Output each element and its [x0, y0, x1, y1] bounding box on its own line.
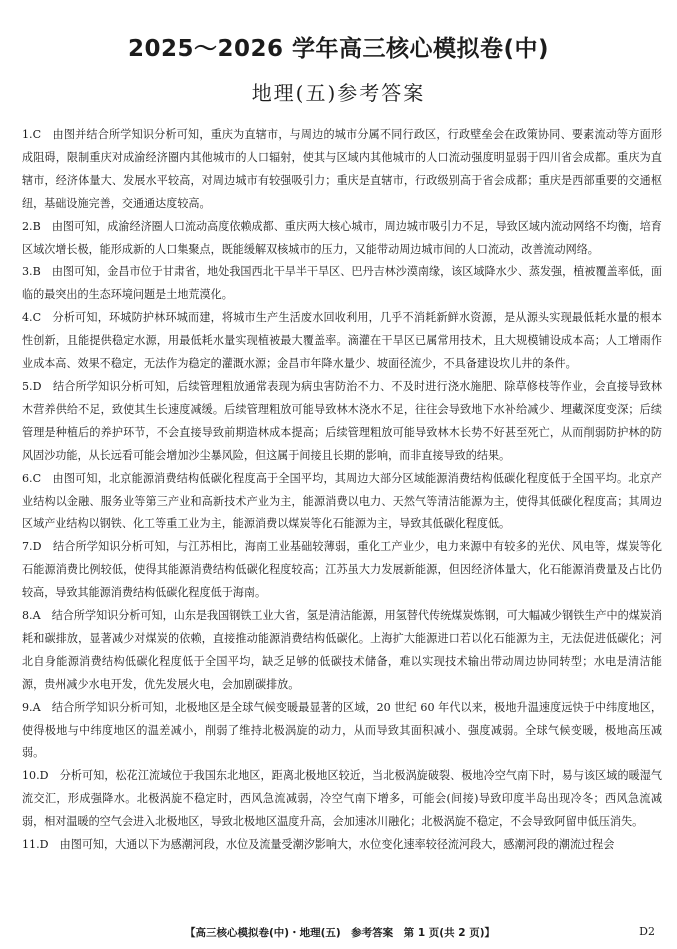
answer-item-5: 5.D 结合所学知识分析可知，后续管理粗放通常表现为病虫害防治不力、不及时进行浇水施肥、除草修枝等作业，会直接导致林木营养供给不足，致使其生长速度减缓。后续管理粗放可能导致林木浇水不足，往往会导致地下水补给减少、埋藏深度变深；后续管理是种植后的养护环节，不会直接导致前期造林成本提高；后续管理粗放可能导致林木长势不好甚至死亡，从而削弱防护林的防风固沙功能，从长远看可能会增加沙尘暴风险，但这属于间接且长期的影响，而非直接导致的结果。 [22, 379, 662, 462]
answer-item-6: 6.C 由图可知，北京能源消费结构低碳化程度高于全国平均，其周边大部分区域能源消费结构低碳化程度低于全国平均。北京产业结构以金融、服务业等第三产业和高新技术产业为主，能源消费以电力、天然气等清洁能源为主，使得其低碳化程度高；其周边区域产业结构以钢铁、化工等重工业为主，能源消费以煤炭等化石能源为主，导致其低碳化程度低。 [22, 471, 662, 531]
answer-list [22, 124, 662, 914]
answer-item-7: 7.D 结合所学知识分析可知，与江苏相比，海南工业基础较薄弱，重化工产业少，电力来源中有较多的光伏、风电等，煤炭等化石能源消费比例较低，使得其能源消费结构低碳化程度较高；江苏虽大力发展新能源，但因经济体量大，化石能源消费量及占比仍较高，导致其能源消费结构低碳化程度低于海南。 [22, 540, 662, 600]
answer-item-8: 8.A 结合所学知识分析可知，山东是我国钢铁工业大省，氢是清洁能源，用氢替代传统煤炭炼钢，可大幅减少钢铁生产中的煤炭消耗和碳排放，显著减少对煤炭的依赖，直接推动能源消费结构低碳化。上海扩大能源进口若以化石能源为主，无法促进低碳化；河北自身能源消费结构低碳化程度低于全国平均，缺乏足够的低碳技术储备，难以实现技术输出带动周边协同转型；水电是清洁能源，贵州减少水电开发，优先发展火电，会加剧碳排放。 [22, 609, 662, 691]
document-subtitle: 地理(五)参考答案 [251, 81, 426, 105]
answer-item-2: 2.B 由图可知，成渝经济圈人口流动高度依赖成都、重庆两大核心城市，周边城市吸引力不足，导致区域内流动网络不均衡，培育区域次增长极，能形成新的人口集聚点，既能缓解双核城市的压力，又能带动周边城市间的人口流动，改善流动网络。 [22, 219, 662, 256]
answer-item-3: 3.B 由图可知，金昌市位于甘肃省，地处我国西北干旱半干旱区、巴丹吉林沙漠南缘，该区域降水少、蒸发强，植被覆盖率低，面临的最突出的生态环境问题是土地荒漠化。 [22, 265, 662, 302]
document-title: 2025～2026 学年高三核心模拟卷(中) [127, 36, 550, 62]
answer-item-9: 9.A 结合所学知识分析可知，北极地区是全球气候变暖最显著的区域，20 世纪 60 年代以来，极地升温速度远快于中纬度地区，使得极地与中纬度地区的温差减小，削弱了维持北极涡旋的动力，从而导致其面积减小、强度减弱。全球气候变暖，极地高压减弱。 [22, 700, 662, 760]
page-footer [0, 925, 677, 941]
answer-item-1: 1.C 由图并结合所学知识分析可知，重庆为直辖市，与周边的城市分属不同行政区，行政壁垒会在政策协同、要素流动等方面形成阻碍，限制重庆对成渝经济圈内其他城市的人口辐射，使其与区域内其他城市的人口流动强度明显弱于四川省会成都。重庆为直辖市，经济体量大、发展水平较高，对周边城市有较强吸引力；重庆是直辖市，行政级别高于省会成都；重庆是西部重要的交通枢纽，基础设施完善，交通通达度较高。 [22, 128, 662, 210]
footer-label: 【高三核心模拟卷(中)・地理(五) 参考答案 第 1 页(共 2 页)】 [184, 927, 496, 939]
footer-code: D2 [639, 925, 655, 938]
answer-item-4: 4.C 分析可知，环城防护林环城而建，将城市生产生活废水回收利用，几乎不消耗新鲜水资源，是从源头实现最低耗水量的根本性创新，且能提供稳定水源，用最低耗水量实现植被最大覆盖率。滴灌在干旱区已属常用技术，且大规模铺设成本高；人工增雨作业成本高、效果不稳定，无法作为稳定的灌溉水源；金昌市年降水量少、坡面径流少，不具备建设坎儿井的条件。 [22, 311, 662, 371]
answer-item-11: 11.D 由图可知，大通以下为感潮河段，水位及流量受潮汐影响大，水位变化速率较径流河段大，感潮河段的潮流过程会 [22, 838, 615, 852]
answer-item-10: 10.D 分析可知，松花江流域位于我国东北地区，距离北极地区较近，当北极涡旋破裂、极地冷空气南下时，易与该区域的暖湿气流交汇，形成强降水。北极涡旋不稳定时，西风急流减弱，冷空气南下增多，可能会(间接)导致印度半岛出现冷冬；西风急流减弱，相对温暖的空气会进入北极地区，导致北极地区温度升高，会加速冰川融化；北极涡旋不稳定，不会导致阿留申低压消失。 [22, 769, 662, 829]
